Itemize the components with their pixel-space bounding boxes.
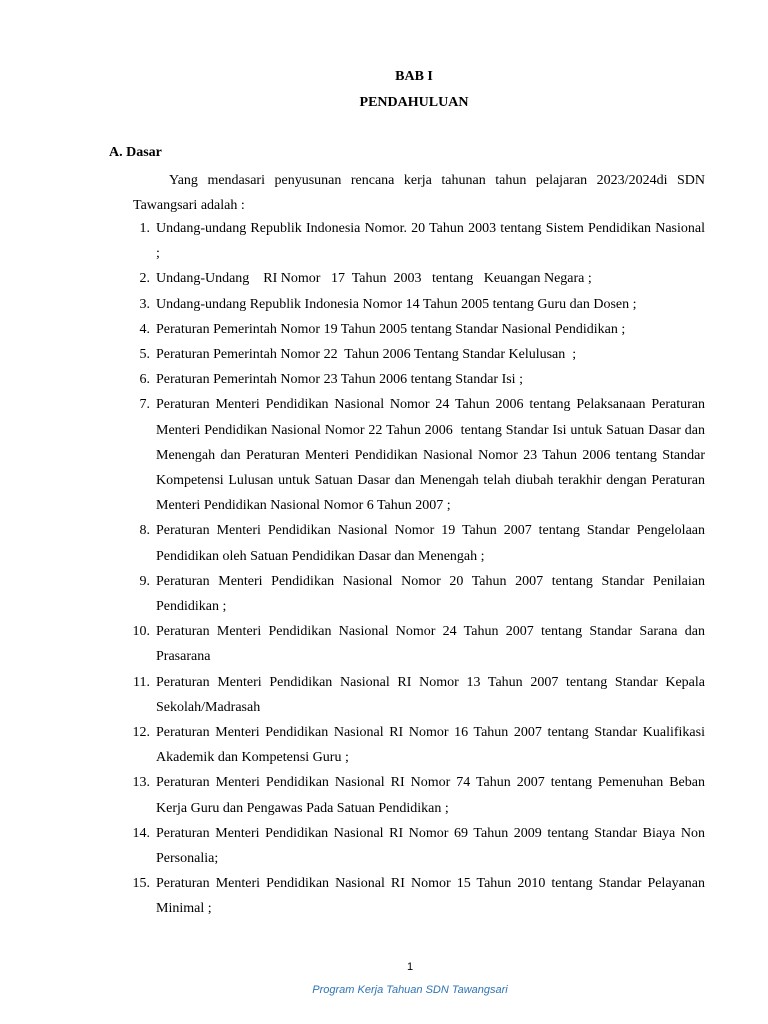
list-item — [120, 317, 705, 342]
list-item — [120, 216, 709, 266]
list-item-text: Peraturan Pemerintah Nomor 22 Tahun 2006 Tentang Standar Kelulusan ; — [156, 347, 577, 363]
list-item-text: Peraturan Menteri Pendidikan Nasional RI Nomor 15 Tahun 2010 tentang Standar Pelayanan Minimal ; — [156, 876, 709, 917]
list-item-number: 13. — [132, 775, 150, 791]
list-item — [120, 770, 709, 820]
list-item-number: 5. — [139, 347, 150, 363]
list-item — [120, 292, 705, 317]
list-item-text: Peraturan Menteri Pendidikan Nasional Nomor 20 Tahun 2007 tentang Standar Penilaian Pendidikan ; — [156, 573, 709, 615]
list-item-number: 14. — [132, 825, 150, 841]
list-item-number: 1. — [139, 221, 150, 236]
list-item-number: 4. — [139, 321, 150, 337]
list-item — [120, 720, 708, 770]
regulation-list — [120, 216, 709, 922]
chapter-heading: BAB I — [395, 69, 433, 84]
list-item — [120, 266, 705, 291]
list-item-text: Peraturan Menteri Pendidikan Nasional RI Nomor 69 Tahun 2009 tentang Standar Biaya Non Personalia; — [156, 825, 709, 867]
list-item-text: Peraturan Menteri Pendidikan Nasional Nomor 19 Tahun 2007 tentang Standar Pengelolaan Pendidikan oleh Satuan Pendidikan Dasar dan Menengah ; — [156, 523, 709, 564]
list-item-number: 3. — [139, 296, 150, 312]
list-item-text: Undang-undang Republik Indonesia Nomor. 20 Tahun 2003 tentang Sistem Pendidikan Nasional ; — [156, 221, 709, 262]
list-item-number: 6. — [139, 372, 150, 388]
list-item — [120, 392, 709, 518]
list-item-text: Peraturan Menteri Pendidikan Nasional RI Nomor 74 Tahun 2007 tentang Pemenuhan Beban Kerja Guru dan Pengawas Pada Satuan Pendidikan ; — [156, 775, 709, 816]
list-item-number: 9. — [139, 573, 150, 589]
list-item-number: 10. — [132, 624, 150, 640]
list-item-number: 7. — [139, 397, 150, 413]
list-item-text: Peraturan Pemerintah Nomor 23 Tahun 2006 tentang Standar Isi ; — [156, 372, 523, 388]
list-item-text: Peraturan Pemerintah Nomor 19 Tahun 2005 tentang Standar Nasional Pendidikan ; — [156, 321, 626, 337]
page-number: 1 — [406, 961, 414, 973]
list-item — [120, 821, 709, 871]
list-item-number: 11. — [133, 674, 150, 690]
list-item — [120, 670, 709, 720]
list-item — [120, 518, 709, 568]
section-heading: A. Dasar — [109, 145, 162, 160]
list-item-number: 15. — [132, 876, 150, 892]
list-item-number: 8. — [139, 523, 150, 539]
list-item — [120, 342, 705, 367]
list-item-text: Peraturan Menteri Pendidikan Nasional RI Nomor 13 Tahun 2007 tentang Standar Kepala Sekolah/Madrasah — [156, 674, 709, 715]
list-item-number: 12. — [132, 725, 150, 741]
list-item — [120, 619, 709, 669]
chapter-title: PENDAHULUAN — [359, 95, 469, 110]
list-item-text: Undang-undang Republik Indonesia Nomor 14 Tahun 2005 tentang Guru dan Dosen ; — [156, 296, 637, 312]
intro-paragraph: Yang mendasari penyusunan rencana kerja tahunan tahun pelajaran 2023/2024di SDN Tawangsari adalah : — [133, 173, 705, 213]
list-item-text: Peraturan Menteri Pendidikan Nasional Nomor 24 Tahun 2006 tentang Pelaksanaan Peraturan Menteri Pendidikan Nasional Nomor 22 Tahun 2006 tentang Standar Isi untuk Satuan Dasar dan Menengah dan Peraturan Menteri Pendidikan Nasional Nomor 23 Tahun 2006 tentang Standar Kompetensi Lulusan untuk Satuan Dasar dan Menengah telah diubah terakhir dengan Peraturan Menteri Pendidikan Nasional Nomor 6 Tahun 2007 ; — [156, 397, 709, 514]
list-item — [120, 871, 709, 921]
list-item — [120, 367, 705, 392]
list-item-text: Peraturan Menteri Pendidikan Nasional Nomor 24 Tahun 2007 tentang Standar Sarana dan Prasarana — [156, 624, 709, 665]
footer-text: Program Kerja Tahuan SDN Tawangsari — [312, 984, 508, 996]
list-item — [120, 569, 709, 619]
list-item-number: 2. — [139, 271, 150, 287]
list-item-text: Peraturan Menteri Pendidikan Nasional RI Nomor 16 Tahun 2007 tentang Standar Kualifikasi Akademik dan Kompetensi Guru ; — [156, 725, 708, 766]
list-item-text: Undang-Undang RI Nomor 17 Tahun 2003 tentang Keuangan Negara ; — [156, 271, 592, 287]
